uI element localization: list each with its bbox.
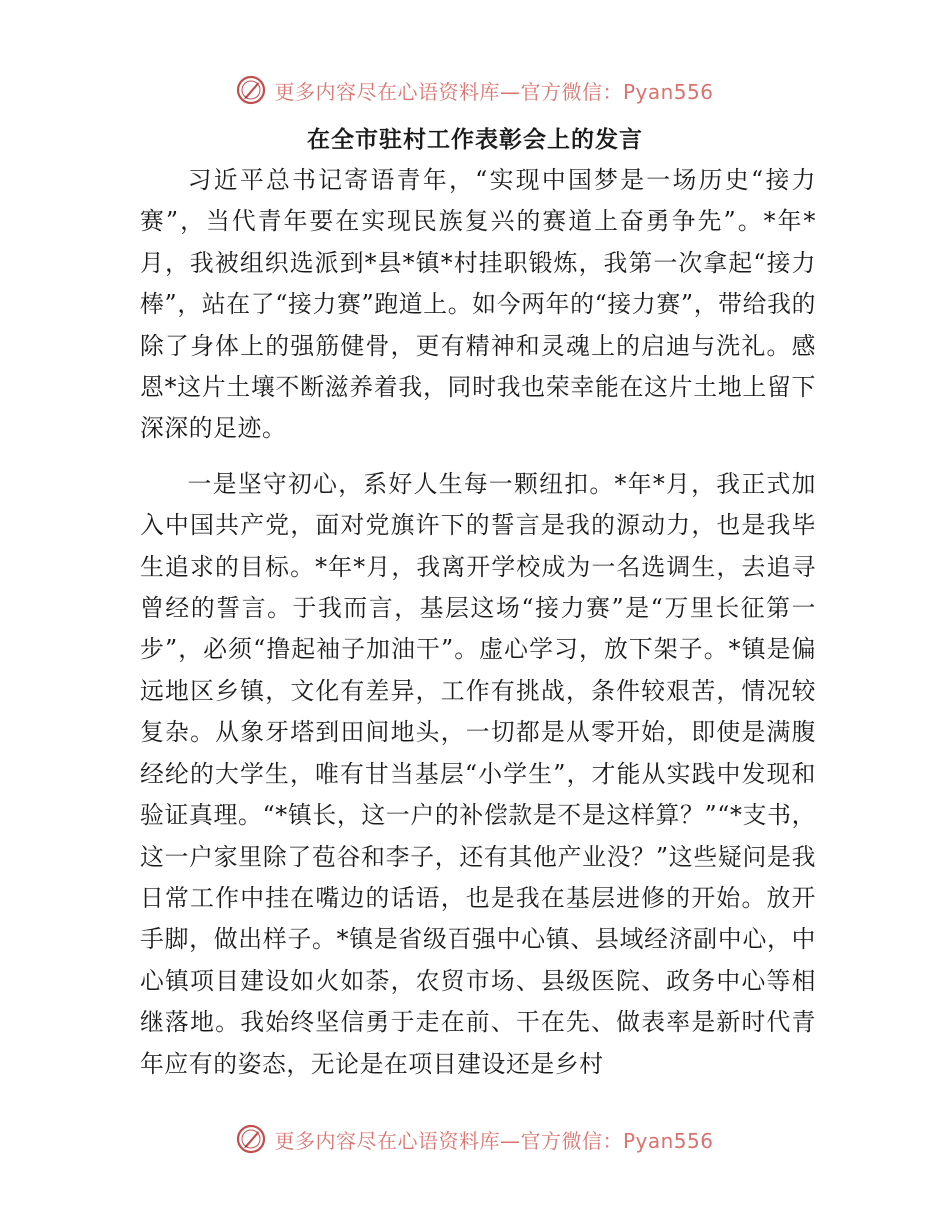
paragraph-intro: 习近平总书记寄语青年，“实现中国梦是一场历史“接力赛”，当代青年要在实现民族复兴的赛道上奋勇争先”。*年*月，我被组织选派到*县*镇*村挂职锻炼，我第一次拿起“接力棒”，站在了“接力赛”跑道上。如今两年的“接力赛”，带给我的除了身体上的强筋健骨，更有精神和灵魂上的启迪与洗礼。感恩*这片土壤不断滋养着我，同时我也荣幸能在这片土地上留下深深的足迹。 xyxy=(140,166,816,443)
header-banner-text: 更多内容尽在心语资料库—官方微信：Pyan556 xyxy=(274,79,714,104)
quill-seal-icon xyxy=(236,1124,266,1154)
header-banner xyxy=(0,70,950,110)
quill-seal-icon xyxy=(236,75,266,105)
footer-banner xyxy=(0,1119,950,1159)
document-title: 在全市驻村工作表彰会上的发言 xyxy=(307,126,643,153)
paragraph-point-one: 一是坚守初心，系好人生每一颗纽扣。*年*月，我正式加入中国共产党，面对党旗许下的誓言是我的源动力，也是我毕生追求的目标。*年*月，我离开学校成为一名选调生，去追寻曾经的誓言。于我而言，基层这场“接力赛”是“万里长征第一步”，必须“撸起袖子加油干”。虚心学习，放下架子。*镇是偏远地区乡镇，文化有差异，工作有挑战，条件较艰苦，情况较复杂。从象牙塔到田间地头，一切都是从零开始，即使是满腹经纶的大学生，唯有甘当基层“小学生”，才能从实践中发现和验证真理。“*镇长，这一户的补偿款是不是这样算？”“*支书，这一户家里除了苞谷和李子，还有其他产业没？”这些疑问是我日常工作中挂在嘴边的话语，也是我在基层进修的开始。放开手脚，做出样子。*镇是省级百强中心镇、县域经济副中心，中心镇项目建设如火如荼，农贸市场、县级医院、政务中心等相继落地。我始终坚信勇于走在前、干在先、做表率是新时代青年应有的姿态，无论是在项目建设还是乡村 xyxy=(140,469,816,1078)
footer-banner-text: 更多内容尽在心语资料库—官方微信：Pyan556 xyxy=(274,1128,714,1153)
document-body xyxy=(140,160,816,1085)
